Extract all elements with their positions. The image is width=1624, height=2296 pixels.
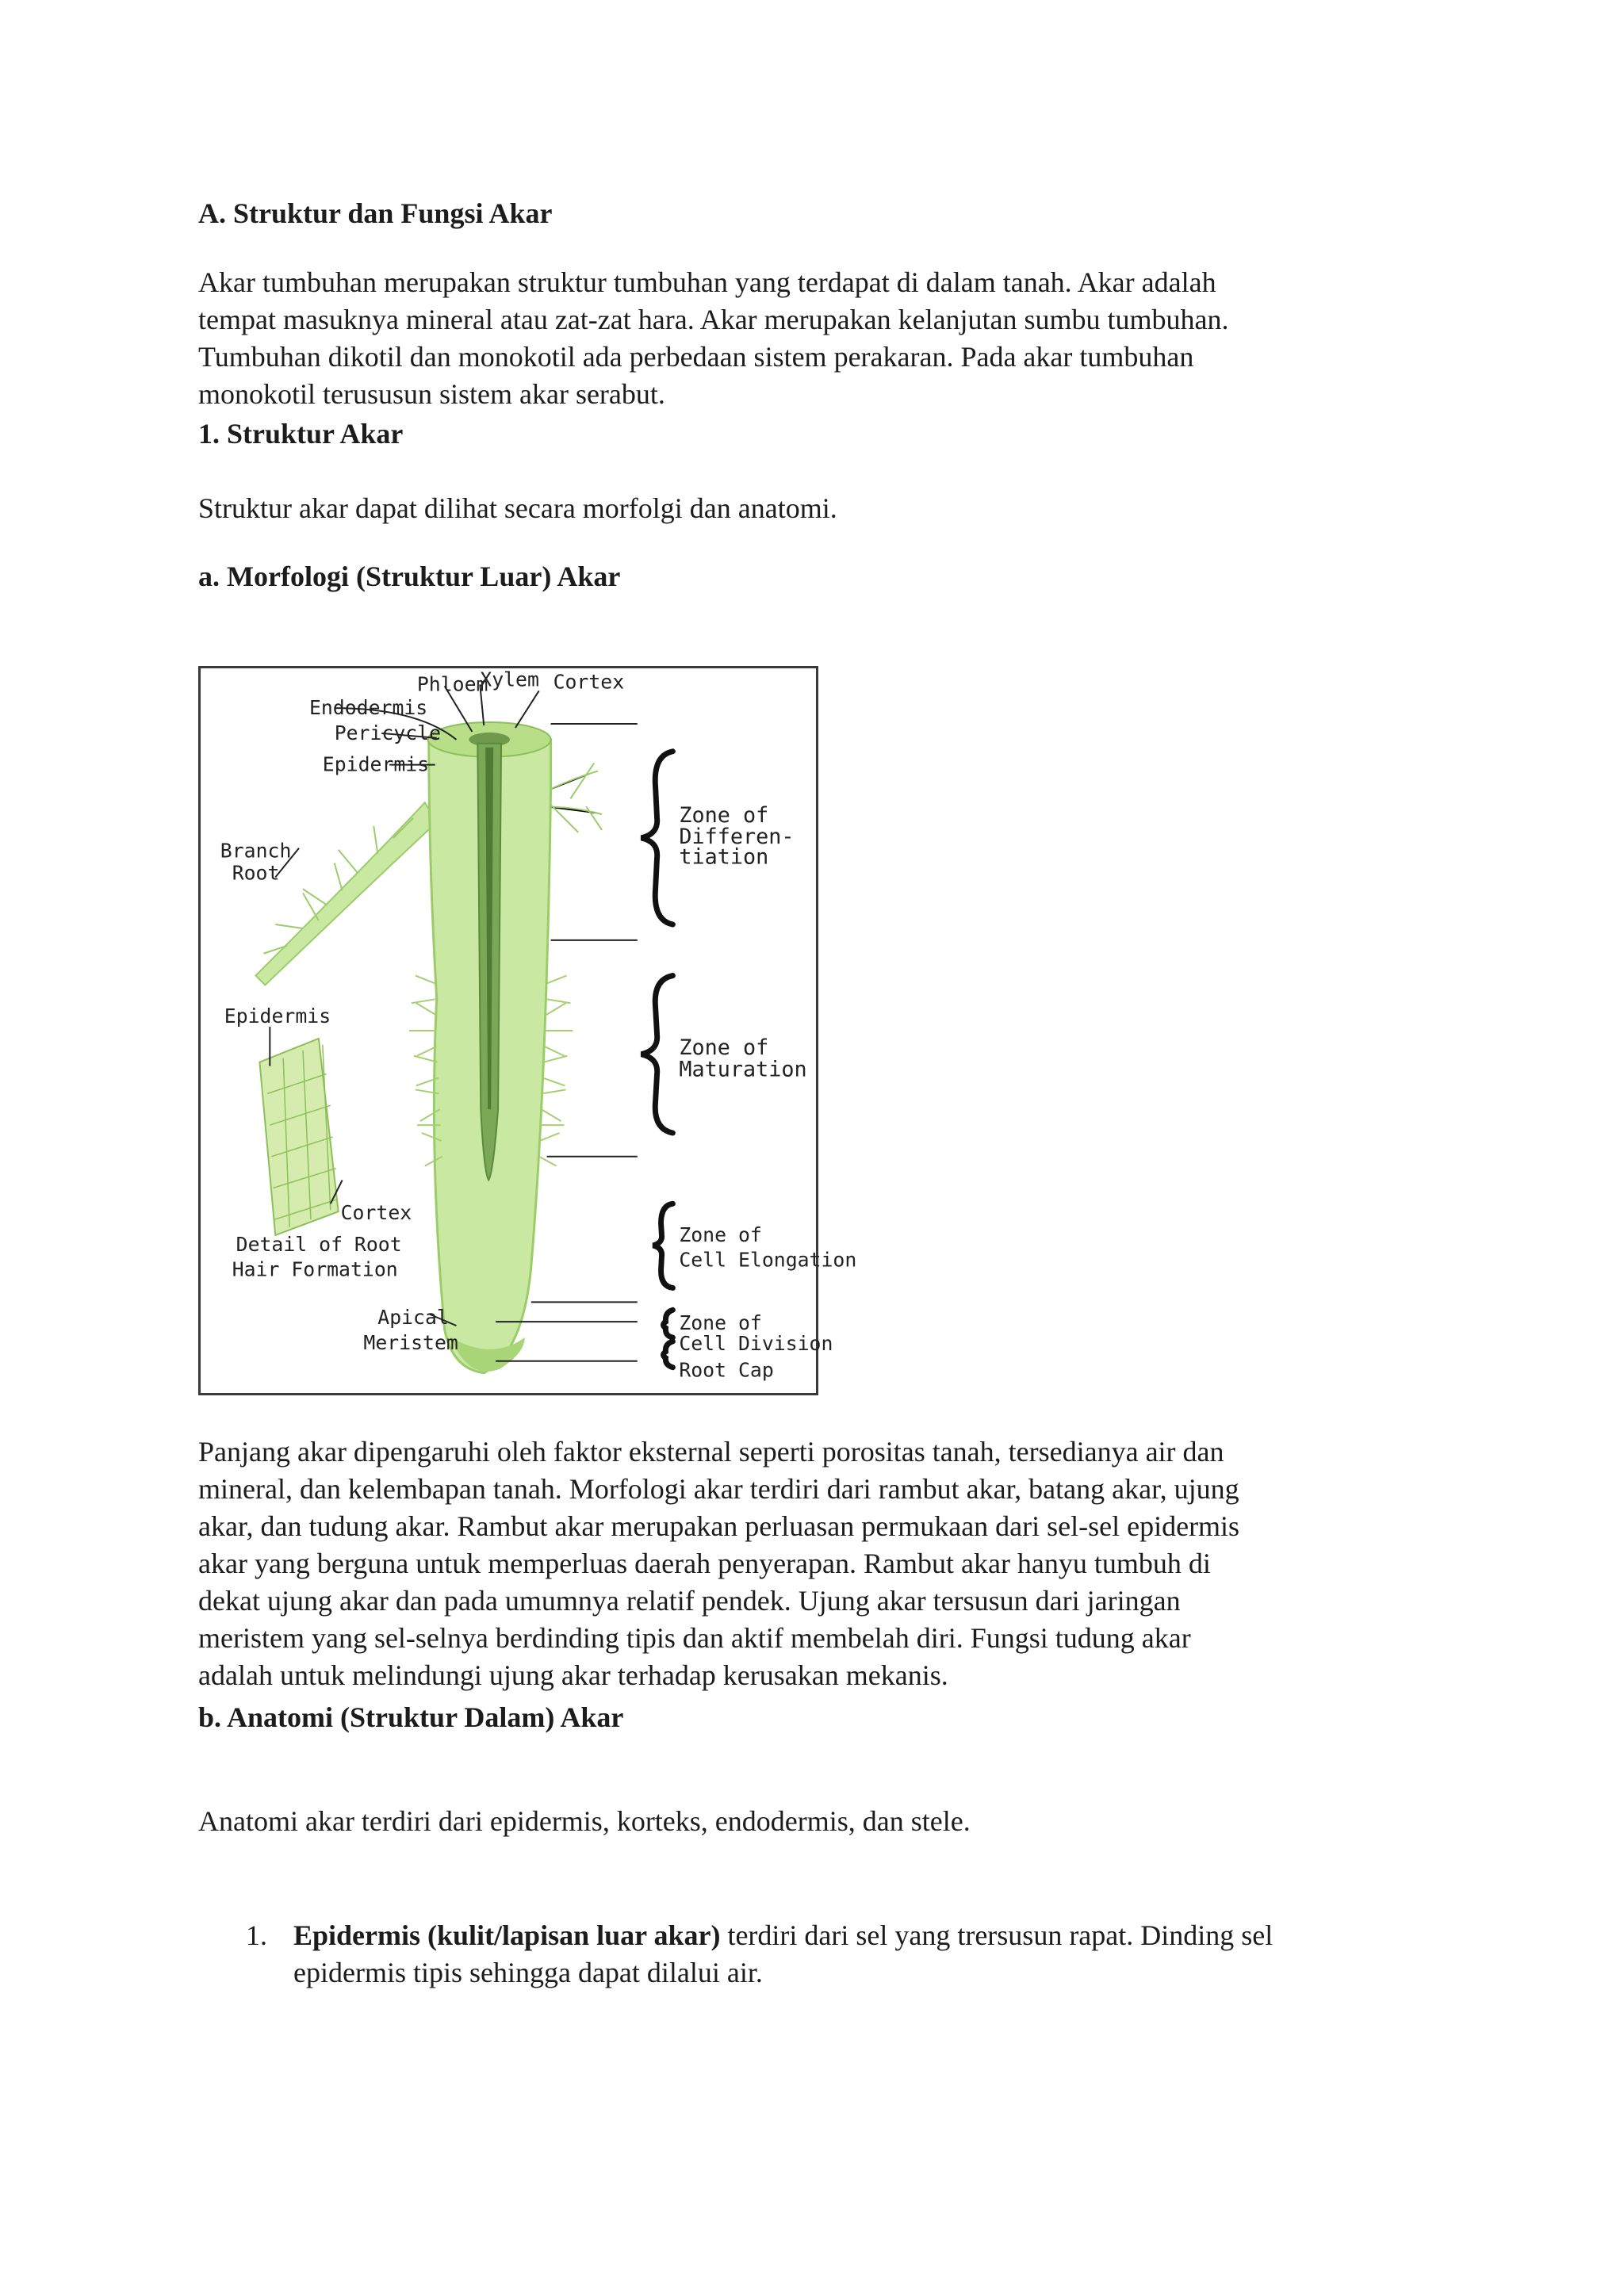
zone-diff-2: Differen- bbox=[679, 824, 795, 849]
morfologi-line: Panjang akar dipengaruhi oleh faktor eksternal seperti porositas tanah, tersedianya air dan bbox=[198, 1436, 1224, 1468]
list-line2: epidermis tipis sehingga dapat dilalui air. bbox=[293, 1957, 763, 1988]
subheading-morfologi: a. Morfologi (Struktur Luar) Akar bbox=[198, 561, 621, 592]
subheading-struktur-akar: 1. Struktur Akar bbox=[198, 418, 404, 450]
list-bold-term: Epidermis (kulit/lapisan luar akar) bbox=[293, 1919, 721, 1951]
label-xylem: Xylem bbox=[480, 668, 539, 691]
section-title: A. Struktur dan Fungsi Akar bbox=[198, 197, 553, 229]
label-pericycle: Pericycle bbox=[334, 721, 442, 744]
zone-mat-1: Zone of bbox=[679, 1035, 769, 1060]
label-cortex-detail: Cortex bbox=[340, 1201, 412, 1225]
intro-line: Tumbuhan dikotil dan monokotil ada perbedaan sistem perakaran. Pada akar tumbuhan bbox=[198, 341, 1194, 373]
list-item bbox=[246, 1917, 1273, 1992]
zone-elong-1: Zone of bbox=[679, 1223, 762, 1246]
root-diagram bbox=[201, 668, 857, 1393]
label-apical: Apical bbox=[377, 1306, 449, 1330]
label-root: Root bbox=[232, 861, 280, 885]
intro-paragraph bbox=[198, 264, 1229, 413]
struktur-text: Struktur akar dapat dilihat secara morfolgi dan anatomi. bbox=[198, 492, 837, 524]
zone-div-2: Cell Division bbox=[679, 1331, 833, 1355]
label-branch: Branch bbox=[220, 839, 292, 863]
intro-line: monokotil terususun sistem akar serabut. bbox=[198, 378, 665, 410]
zone-diff-3: tiation bbox=[679, 844, 769, 870]
label-cortex: Cortex bbox=[553, 670, 625, 694]
zone-diff-1: Zone of bbox=[679, 803, 769, 828]
morfologi-line: akar, dan tudung akar. Rambut akar merupakan perluasan permukaan dari sel-sel epidermis bbox=[198, 1510, 1240, 1542]
list-number: 1. bbox=[246, 1919, 267, 1951]
zone-div-1: Zone of bbox=[679, 1311, 762, 1335]
intro-line: Akar tumbuhan merupakan struktur tumbuhan yang terdapat di dalam tanah. Akar adalah bbox=[198, 266, 1216, 298]
label-detail-line1: Detail of Root bbox=[236, 1232, 402, 1256]
zone-cap: Root Cap bbox=[679, 1358, 774, 1382]
branch-root bbox=[255, 802, 436, 985]
intro-line: tempat masuknya mineral atau zat-zat hara. Akar merupakan kelanjutan sumbu tumbuhan. bbox=[198, 304, 1229, 335]
zone-mat-2: Maturation bbox=[679, 1057, 807, 1082]
epidermis-detail bbox=[259, 1039, 338, 1235]
zone-braces bbox=[642, 752, 673, 1368]
label-epidermis-top: Epidermis bbox=[322, 752, 430, 776]
label-phloem: Phloem bbox=[416, 672, 488, 696]
morfologi-line: mineral, dan kelembapan tanah. Morfologi akar terdiri dari rambut akar, batang akar, ujung bbox=[198, 1473, 1239, 1505]
subheading-anatomi: b. Anatomi (Struktur Dalam) Akar bbox=[198, 1701, 624, 1733]
list-text: terdiri dari sel yang trersusun rapat. Dinding sel bbox=[720, 1919, 1274, 1951]
root-structure-figure bbox=[198, 666, 857, 1395]
morfologi-line: dekat ujung akar dan pada umumnya relatif pendek. Ujung akar tersusun dari jaringan bbox=[198, 1585, 1181, 1617]
morfologi-line: akar yang berguna untuk memperluas daerah penyerapan. Rambut akar hanyu tumbuh di bbox=[198, 1548, 1211, 1579]
morfologi-paragraph bbox=[198, 1433, 1239, 1694]
morfologi-line: adalah untuk melindungi ujung akar terhadap kerusakan mekanis. bbox=[198, 1659, 948, 1691]
label-epidermis-detail: Epidermis bbox=[224, 1004, 331, 1028]
zone-elong-2: Cell Elongation bbox=[679, 1248, 857, 1272]
morfologi-line: meristem yang sel-selnya berdinding tipis dan aktif membelah diri. Fungsi tudung akar bbox=[198, 1622, 1191, 1654]
anatomi-text: Anatomi akar terdiri dari epidermis, korteks, endodermis, dan stele. bbox=[198, 1805, 971, 1837]
label-detail-line2: Hair Formation bbox=[232, 1257, 398, 1281]
label-endodermis: Endodermis bbox=[308, 696, 428, 720]
label-meristem: Meristem bbox=[363, 1330, 458, 1354]
